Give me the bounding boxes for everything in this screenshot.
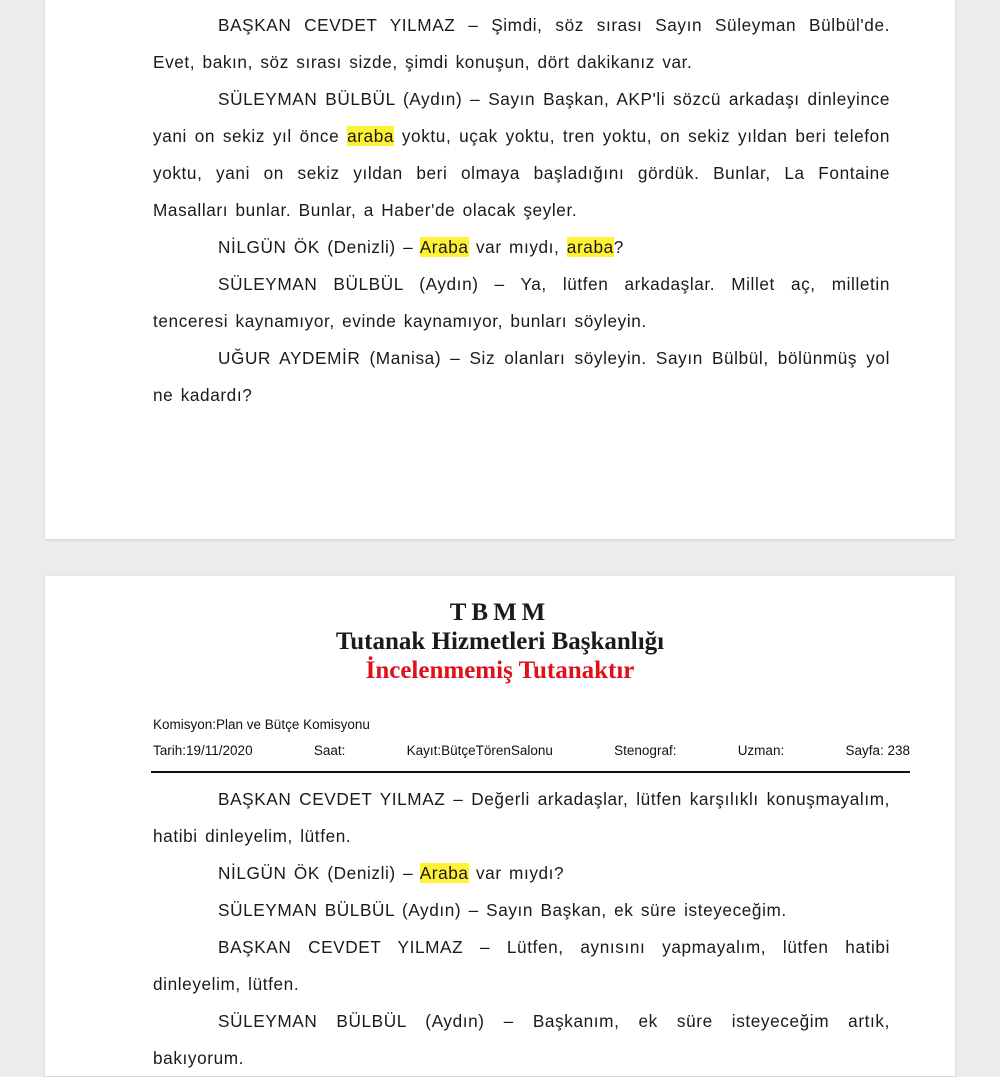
transcript-paragraph: BAŞKAN CEVDET YILMAZ – Değerli arkadaşlar, lütfen karşılıklı konuşmayalım, hatibi dinleyelim, lütfen. xyxy=(153,789,890,846)
meta-row xyxy=(153,743,910,758)
meta-uzman: Uzman: xyxy=(737,743,785,758)
header-divider xyxy=(151,771,910,773)
transcript-body xyxy=(153,781,890,1077)
meta-stenograf: Stenograf: xyxy=(614,743,677,758)
header-subtitle: Tutanak Hizmetleri Başkanlığı xyxy=(335,628,665,655)
transcript-paragraph: BAŞKAN CEVDET YILMAZ – Lütfen, aynısını yapmayalım, lütfen hatibi dinleyelim, lütfen. xyxy=(153,937,890,994)
search-highlight: araba xyxy=(347,126,395,146)
meta-saat: Saat: xyxy=(313,743,346,758)
document-page-1 xyxy=(45,0,955,539)
meta-komisyon: Komisyon:Plan ve Bütçe Komisyonu xyxy=(153,717,370,732)
header-status: İncelenmemiş Tutanaktır xyxy=(365,657,635,684)
meta-sayfa: Sayfa: 238 xyxy=(845,743,910,758)
meta-tarih: Tarih:19/11/2020 xyxy=(153,743,253,758)
transcript-paragraph: BAŞKAN CEVDET YILMAZ – Şimdi, söz sırası Sayın Süleyman Bülbül'de. Evet, bakın, söz sırası sizde, şimdi konuşun, dört dakikanız var. xyxy=(153,15,890,72)
search-highlight: Araba xyxy=(419,863,469,883)
transcript-paragraph: SÜLEYMAN BÜLBÜL (Aydın) – Sayın Başkan, AKP'li sözcü arkadaşı dinleyince yani on sekiz yıl önce araba yoktu, uçak yoktu, tren yoktu, on sekiz yıldan beri telefon yoktu, yani on sekiz yıldan beri olmaya başladığını gördük. Bunlar, La Fontaine Masalları bunlar. Bunlar, a Haber'de olacak şeyler. xyxy=(153,89,890,220)
transcript-paragraph: SÜLEYMAN BÜLBÜL (Aydın) – Başkanım, ek süre isteyeceğim artık, bakıyorum. xyxy=(153,1011,890,1068)
transcript-body xyxy=(153,7,890,414)
search-highlight: Araba xyxy=(419,237,469,257)
transcript-paragraph: NİLGÜN ÖK (Denizli) – Araba var mıydı? xyxy=(218,863,565,883)
page-header xyxy=(45,598,955,686)
transcript-paragraph: SÜLEYMAN BÜLBÜL (Aydın) – Sayın Başkan, ek süre isteyeceğim. xyxy=(218,900,787,920)
header-title: TBMM xyxy=(449,599,551,626)
search-highlight: araba xyxy=(566,237,614,257)
transcript-paragraph: NİLGÜN ÖK (Denizli) – Araba var mıydı, araba? xyxy=(218,237,624,257)
document-page-2 xyxy=(45,576,955,1076)
transcript-paragraph: SÜLEYMAN BÜLBÜL (Aydın) – Ya, lütfen arkadaşlar. Millet aç, milletin tenceresi kaynamıyor, evinde kaynamıyor, bunları söyleyin. xyxy=(153,274,890,331)
transcript-paragraph: UĞUR AYDEMİR (Manisa) – Siz olanları söyleyin. Sayın Bülbül, bölünmüş yol ne kadardı? xyxy=(153,348,890,405)
meta-kayit: Kayıt:BütçeTörenSalonu xyxy=(406,743,553,758)
